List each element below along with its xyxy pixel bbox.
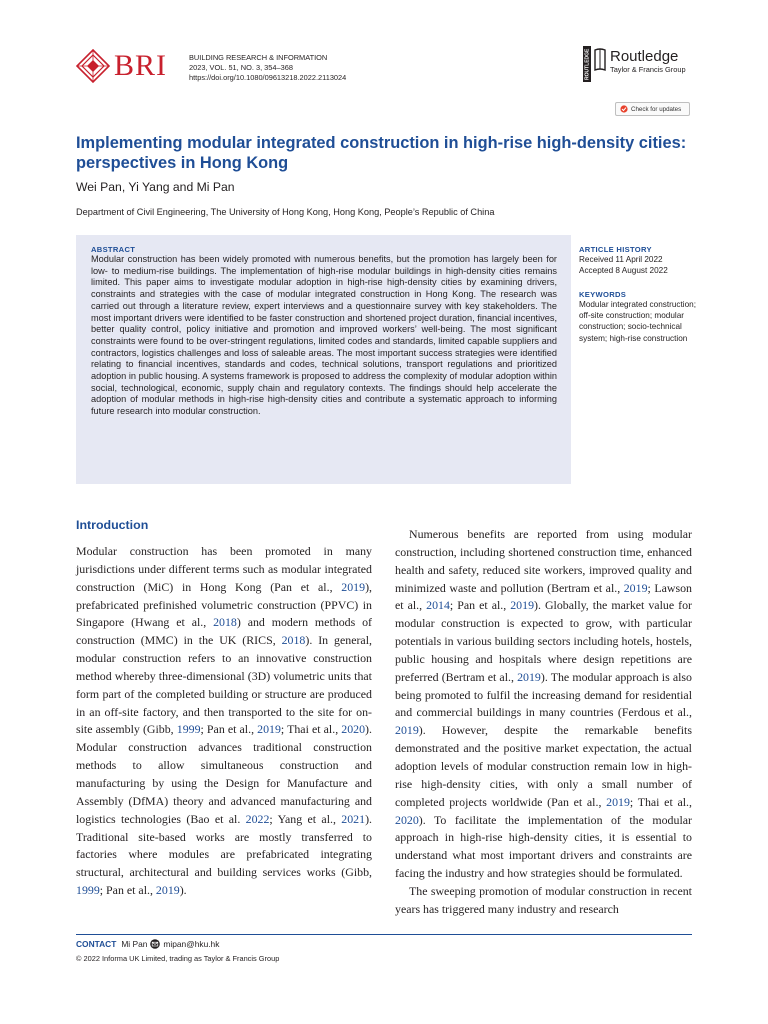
journal-info — [189, 53, 346, 84]
contact-name: Mi Pan — [121, 939, 148, 949]
citation-link[interactable]: 2018 — [281, 633, 306, 648]
email-icon — [150, 939, 160, 949]
contact-email-link[interactable]: mipan@hku.hk — [163, 939, 220, 949]
citation-link[interactable]: 2018 — [213, 615, 237, 630]
body-column-left — [76, 543, 372, 900]
bri-logo-mark-icon — [76, 49, 110, 83]
citation-link[interactable]: 2019 — [341, 579, 366, 594]
citation-link[interactable]: 2022 — [245, 811, 270, 826]
citation-link[interactable]: 1999 — [76, 883, 100, 898]
copyright: © 2022 Informa UK Limited, trading as Taylor & Francis Group — [76, 954, 280, 963]
citation-link[interactable]: 2019 — [623, 580, 648, 595]
volume-info: 2023, VOL. 51, NO. 3, 354–368 — [189, 63, 293, 73]
bri-logo — [76, 48, 167, 84]
body-paragraph: Numerous benefits are reported from using modular construction, including shortened construction time, enhanced health and safety, reduced site workers, improved quality and minimized waste and pollution (Bertram et al., 2019; Lawson et al., 2014; Pan et al., 2019). Globally, the market value for modular construction is expected to grow, with particular potentials in various building sectors including hotels, hostels, public housing and hospitals where design repetitions are preferred (Bertram et al., 2019). The modular approach is also being promoted to fulfil the increasing demand for residential and commercial buildings in many countries (Ferdous et al., 2019). However, despite the remarkable benefits demonstrated and the positive market expectation, the actual adoption levels of modular construction remain low in high-rise high-density cities, with only a small number of completed projects worldwide (Pan et al., 2019; Thai et al., 2020). To facilitate the implementation of the modular approach in high-rise high-density cities, it is essential to understand what most important drivers and constraints are facing the industry and how strategies should be formulated. — [395, 527, 692, 881]
citation-link[interactable]: 2019 — [517, 669, 541, 684]
citation-link[interactable]: 2020 — [395, 812, 419, 827]
body-paragraph: Modular construction has been promoted in many jurisdictions under different terms such as modular integrated construction (MiC) in Hong Kong (Pan et al., 2019), prefabricated prefinished volumetric construction (PPVC) in Singapore (Hwang et al., 2018) and modern methods of construction (MMC) in the UK (RICS, 2018). In general, modular construction refers to an innovative construction method whereby three-dimensional (3D) volumetric units that form part of the completed building or structure are produced in an off-site factory, and then transported to the site for on-site assembly (Gibb, 1999; Pan et al., 2019; Thai et al., 2020). Modular construction advances traditional construction methods to allow simultaneous construction and manufacturing by using the Design for Manufacture and Assembly (DfMA) theory and advanced manufacturing and logistics technologies (Bao et al. 2022; Yang et al., 2021). Traditional site-based works are mostly transferred to factories where modules are prefabricated integrating structural, architectural and building services works (Gibb, 1999; Pan et al., 2019). — [76, 544, 372, 898]
citation-link[interactable]: 2019 — [606, 794, 630, 809]
citation-link[interactable]: 2019 — [155, 883, 180, 898]
keywords-text: Modular integrated construction; off-site construction; modular construction; socio-technical system; high-rise construction — [579, 300, 696, 343]
publisher-logo — [583, 46, 686, 82]
article-history-heading: ARTICLE HISTORY — [579, 245, 652, 254]
routledge-book-icon — [594, 48, 606, 72]
doi-link[interactable]: https://doi.org/10.1080/09613218.2022.2113024 — [189, 73, 347, 83]
keywords-heading: KEYWORDS — [579, 290, 627, 299]
check-for-updates-button[interactable] — [615, 102, 690, 116]
svg-text:ROUTLEDGE: ROUTLEDGE — [584, 48, 591, 80]
citation-link[interactable]: 2021 — [341, 811, 366, 826]
accepted-date: Accepted 8 August 2022 — [579, 266, 668, 276]
contact-label: CONTACT — [76, 939, 117, 949]
body-column-right — [395, 526, 692, 919]
body-paragraph: The sweeping promotion of modular construction in recent years has triggered many industry and research — [395, 883, 692, 916]
journal-name: BUILDING RESEARCH & INFORMATION — [189, 53, 328, 62]
publisher-group: Taylor & Francis Group — [610, 65, 686, 74]
abstract-text: Modular construction has been widely promoted with numerous benefits, but the promotion has largely been for low- to medium-rise buildings. The implementation of high-rise modular buildings in high-density cities remains limited. This paper aims to investigate modular adoption in high-rise high-density cities by examining drivers, constraints and strategies with the case of modular integrated construction in Hong Kong. The research was carried out through a literature review, expert interviews and a questionnaire survey with key stakeholders. The most important drivers were identified to be faster construction and shortened project duration, financial incentives, better quality control, policy initiative and promotion and improved workers’ well-being. The most significant constraints were found to be over-stringent regulations, limited codes and standards, limited capable suppliers and contractors, logistics challenges and loss of saleable areas. The most important success strategies were identified relating to financial incentives, standards and codes, technical solutions, transport regulations and prioritized adoption in public housing. A systems framework is proposed to address the complexity of modular adoption within social, technological, economic, supply chain and regulatory contexts. The findings should help accelerate the adoption of modular methods in high-rise high-density cities and contribute a systematic approach to informing future research into modular construction. — [91, 254, 557, 417]
citation-link[interactable]: 2019 — [395, 723, 419, 738]
bri-logo-text: BRI — [114, 49, 168, 82]
contact-line — [76, 939, 219, 949]
check-updates-icon — [620, 105, 628, 113]
section-heading-introduction: Introduction — [76, 518, 149, 532]
publisher-name: Routledge — [610, 48, 679, 65]
citation-link[interactable]: 2014 — [426, 598, 450, 613]
received-date: Received 11 April 2022 — [579, 255, 663, 264]
citation-link[interactable]: 1999 — [176, 722, 201, 737]
authors: Wei Pan, Yi Yang and Mi Pan — [76, 180, 235, 194]
affiliation: Department of Civil Engineering, The University of Hong Kong, Hong Kong, People’s Republic of China — [76, 207, 495, 217]
citation-link[interactable]: 2020 — [341, 722, 366, 737]
publisher-spine-text — [583, 46, 591, 82]
abstract-heading: ABSTRACT — [91, 245, 136, 254]
article-title: Implementing modular integrated construction in high-rise high-density cities: perspectives in Hong Kong — [76, 134, 687, 172]
check-updates-label: Check for updates — [631, 105, 682, 113]
citation-link[interactable]: 2019 — [257, 722, 281, 737]
article-history — [579, 254, 668, 276]
citation-link[interactable]: 2019 — [510, 598, 535, 613]
footer-divider — [76, 934, 692, 935]
